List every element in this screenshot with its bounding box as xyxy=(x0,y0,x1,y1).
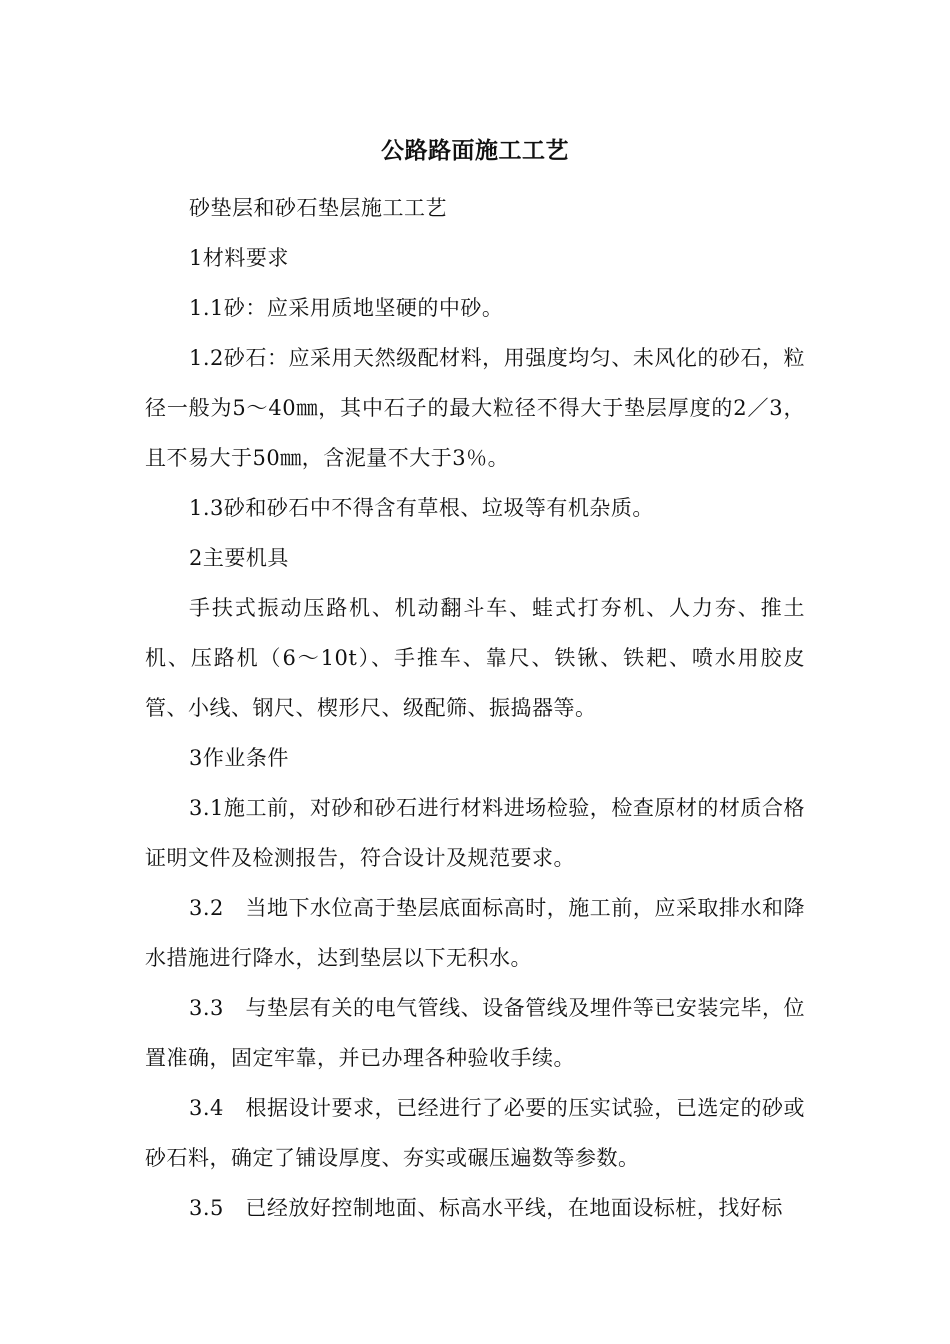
paragraph-condition-3-4: 3.4 根据设计要求，已经进行了必要的压实试验，已选定的砂或砂石料，确定了铺设厚度、夯实或碾压遍数等参数。 xyxy=(145,1096,805,1170)
paragraph-condition-3-1: 3.1施工前，对砂和砂石进行材料进场检验，检查原材的材质合格证明文件及检测报告，符合设计及规范要求。 xyxy=(145,796,805,870)
paragraph-heading-conditions: 3作业条件 xyxy=(189,746,289,770)
paragraph-condition-3-2: 3.2 当地下水位高于垫层底面标高时，施工前，应采取排水和降水措施进行降水，达到垫层以下无积水。 xyxy=(145,896,805,970)
paragraph-heading-equipment: 2主要机具 xyxy=(189,546,289,570)
paragraph-equipment-list: 手扶式振动压路机、机动翻斗车、蛙式打夯机、人力夯、推土机、压路机（6～10t）、手推车、靠尺、铁锹、铁耙、喷水用胶皮管、小线、钢尺、楔形尺、级配筛、振捣器等。 xyxy=(145,596,805,720)
paragraph-impurities: 1.3砂和砂石中不得含有草根、垃圾等有机杂质。 xyxy=(189,496,654,520)
paragraph-gravel: 1.2砂石：应采用天然级配材料，用强度均匀、未风化的砂石，粒径一般为5～40㎜，其中石子的最大粒径不得大于垫层厚度的2／3，且不易大于50㎜，含泥量不大于3％。 xyxy=(145,346,805,470)
document-body xyxy=(145,183,805,1233)
document-title: 公路路面施工工艺 xyxy=(381,137,569,164)
paragraph-heading-materials: 1材料要求 xyxy=(189,246,289,270)
paragraph-sand: 1.1砂：应采用质地坚硬的中砂。 xyxy=(189,296,504,320)
paragraph-condition-3-5: 3.5 已经放好控制地面、标高水平线，在地面设标桩，找好标 xyxy=(189,1196,783,1220)
paragraph-condition-3-3: 3.3 与垫层有关的电气管线、设备管线及埋件等已安装完毕，位置准确，固定牢靠，并已办理各种验收手续。 xyxy=(145,996,805,1070)
paragraph-section-heading: 砂垫层和砂石垫层施工工艺 xyxy=(189,196,447,220)
